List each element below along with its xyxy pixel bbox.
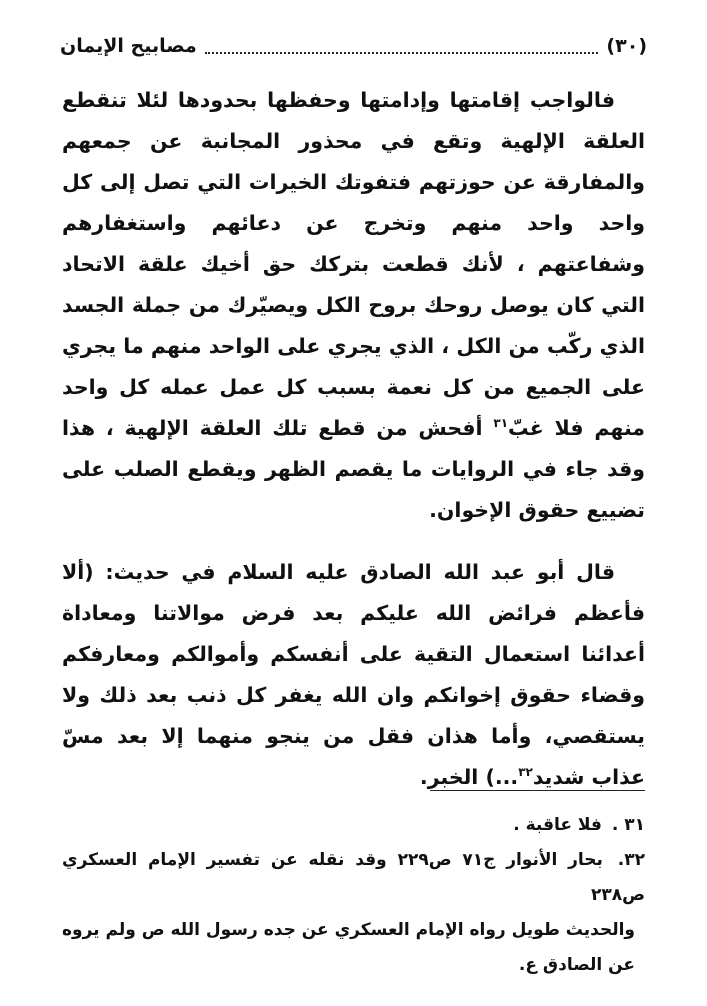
footnotes: [62, 808, 645, 983]
footnote-31: [62, 808, 645, 843]
book-title: مصابيح الإيمان: [60, 35, 197, 57]
running-head: [60, 30, 647, 62]
footnote-32: [62, 843, 645, 983]
paragraph-2-text-after: ...) الخبر.: [419, 765, 519, 789]
footnote-separator: [430, 790, 645, 791]
paragraph-2: [62, 552, 645, 798]
page-number: (٣٠): [606, 35, 647, 57]
footnote-number: ٣٢.: [617, 850, 645, 870]
footnote-number: ٣١ .: [611, 815, 645, 835]
paragraph-1-text: فالواجب إقامتها وإدامتها وحفظها بحدودها لئلا تنقطع العلقة الإلهية وتقع في محذور المجانبة عن جمعهم والمفارقة عن حوزتهم فتفوتك الخيرات التي تصل إلى كل واحد واحد منهم وتخرج عن دعائهم واستغفارهم وشفاعتهم ، لأنك قطعت بتركك حق أخيك علقة الاتحاد التي كان يوصل روحك بروح الكل ويصيّرك من جملة الجسد الذي ركّب من الكل ، الذي يجري على الواحد منهم ما يجري على الجميع من كل نعمة بسبب كل عمل عمله كل واحد منهم فلا غبّ: [62, 88, 645, 440]
paragraph-1: [62, 80, 645, 531]
footnote-text: بحار الأنوار ج٧١ ص٢٢٩ وقد نقله عن تفسير الإمام العسكري ص٢٣٨: [62, 850, 645, 905]
paragraph-1-text-after: أفحش من قطع تلك العلقة الإلهية ، هذا وقد جاء في الروايات ما يقصم الظهر ويقطع الصلب على تضييع حقوق الإخوان.: [62, 416, 645, 522]
footnote-ref-31[interactable]: ٣١: [493, 416, 509, 431]
footnote-ref-32[interactable]: ٣٢: [518, 765, 533, 780]
main-text: [62, 80, 645, 798]
dotted-leader: [205, 52, 599, 54]
paragraph-2-text: قال أبو عبد الله الصادق عليه السلام في حديث: (ألا فأعظم فرائض الله عليكم بعد فرض موالاتنا ومعاداة أعدائنا استعمال التقية على أنفسكم وأموالكم ومعارفكم وقضاء حقوق إخوانكم وان الله يغفر كل ذنب بعد ذلك ولا يستقصي، وأما هذان فقل من ينجو منهما إلا بعد مسّ عذاب شديد: [62, 560, 645, 789]
footnote-text: فلا عاقبة .: [513, 815, 602, 835]
footnote-continuation: والحديث طويل رواه الإمام العسكري عن جده رسول الله ص ولم يروه عن الصادق ع.: [62, 920, 635, 975]
